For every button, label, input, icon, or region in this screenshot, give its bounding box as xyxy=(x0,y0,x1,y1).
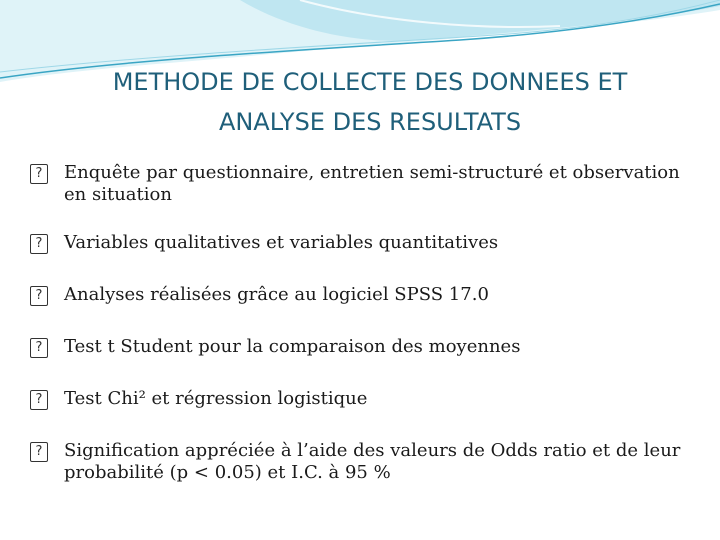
bullet-text: Variables qualitatives et variables quantitatives xyxy=(64,232,499,253)
bullet-item xyxy=(30,388,690,410)
bullet-text: Signification appréciée à l’aide des valeurs de Odds ratio et de leur probabilité (p < 0.05) et I.C. à 95 % xyxy=(64,440,681,483)
bullet-item xyxy=(30,336,690,358)
bullet-text: Analyses réalisées grâce au logiciel SPSS 17.0 xyxy=(64,284,489,305)
bullet-marker-icon: ? xyxy=(30,442,48,462)
bullet-marker-icon: ? xyxy=(30,234,48,254)
bullet-list xyxy=(30,162,690,484)
bullet-item xyxy=(30,440,690,484)
bullet-marker-icon: ? xyxy=(30,286,48,306)
bullet-text: Enquête par questionnaire, entretien semi-structuré et observation en situation xyxy=(64,162,680,205)
bullet-item xyxy=(30,284,690,306)
bullet-text: Test t Student pour la comparaison des moyennes xyxy=(64,336,521,357)
slide-title-line-1: METHODE DE COLLECTE DES DONNEES ET xyxy=(112,68,628,96)
bullet-marker-icon: ? xyxy=(30,164,48,184)
slide-title xyxy=(60,62,680,142)
bullet-marker-icon: ? xyxy=(30,338,48,358)
bullet-item xyxy=(30,232,690,254)
bullet-item xyxy=(30,162,690,206)
bullet-marker-icon: ? xyxy=(30,390,48,410)
slide-title-line-2: ANALYSE DES RESULTATS xyxy=(218,108,522,136)
bullet-text: Test Chi² et régression logistique xyxy=(64,388,368,409)
